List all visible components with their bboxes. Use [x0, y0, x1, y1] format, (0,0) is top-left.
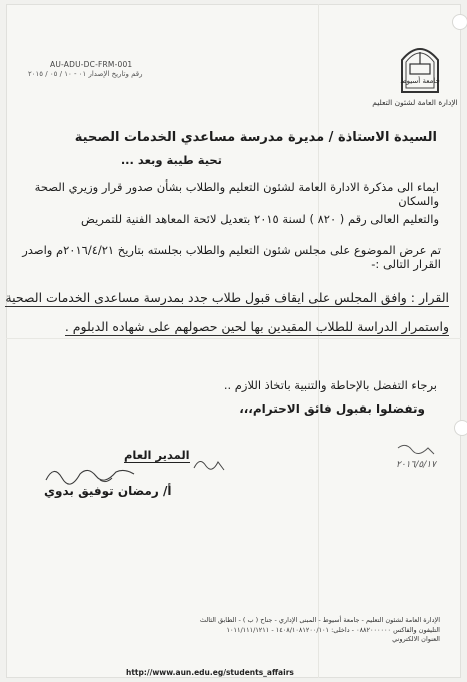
- paragraph-3: تم عرض الموضوع على مجلس شئون التعليم والطلاب بجلسته بتاريخ ٢٠١٦/٤/٢١م واصدر القرار التالى :-: [22, 243, 441, 271]
- greeting: تحية طيبة وبعد ...: [120, 153, 222, 167]
- punch-hole-middle: [454, 420, 467, 436]
- footer-url[interactable]: http://www.aun.edu.eg/students_affairs: [126, 668, 294, 677]
- request-line: برجاء التفضل بالإحاطة والتنبية باتخاذ اللازم ..: [223, 378, 437, 392]
- punch-hole-top: [452, 14, 467, 30]
- decision-line-2: واستمرار الدراسة للطلاب المقيدين بها لحين حصولهم على شهاده الدبلوم .: [64, 319, 449, 334]
- university-logo: [398, 42, 442, 94]
- paper-fold-vertical: [318, 4, 319, 678]
- signatory-name: أ/ رمضان توفيق بدوي: [44, 484, 172, 498]
- form-number: AU-ADU-DC-FRM-001: [50, 60, 133, 69]
- footer-address: الإدارة العامة لشئون التعليم - جامعة أسيوط - المبنى الإداري - جناح ( ب ) - الطابق الثالث: [199, 616, 440, 624]
- margin-handwriting: [392, 440, 438, 476]
- decision-line-1: القرار : وافق المجلس على ايقاف قبول طلاب جدد بمدرسة مساعدى الخدمات الصحية: [5, 290, 449, 305]
- paragraph-2: والتعليم العالى رقم ( ٨٢٠ ) لسنة ٢٠١٥ بتعديل لائحة المعاهد الفنية للتمريض: [81, 212, 439, 226]
- footer-contact: [40, 616, 440, 645]
- footer-email-label: العنوان الالكتروني: [392, 635, 440, 643]
- footer-phone: التليفون والفاكس ٠٨٨٢٠٠٠٠٠٠ - داخلى: ١٤٠٨/١٠٨١٢٠٠/١٠١ - ١٠١١/١١١/١٢١١: [226, 625, 440, 634]
- closing-line: وتفضلوا بقبول فائق الاحترام،،،: [239, 402, 425, 416]
- issue-number-date: رقم وتاريخ الإصدار ٠١ - ١٠ / ٠٥ / ٢٠١٥: [28, 70, 143, 78]
- handwritten-initials: [190, 452, 230, 478]
- logo-caption: الإدارة العامة لشئون التعليم: [372, 98, 458, 107]
- signature-title: المدير العام: [124, 448, 190, 462]
- margin-date: ٢٠١٦/٥/١٧: [396, 460, 436, 470]
- logo-text: جامعة أسيوط: [400, 77, 440, 85]
- paragraph-1: ايماء الى مذكرة الادارة العامة لشئون التعليم والطلاب بشأن صدور قرار وزيري الصحة والسكان: [34, 180, 439, 208]
- addressee: السيدة الاستاذة / مديرة مدرسة مساعدي الخدمات الصحية: [74, 130, 437, 145]
